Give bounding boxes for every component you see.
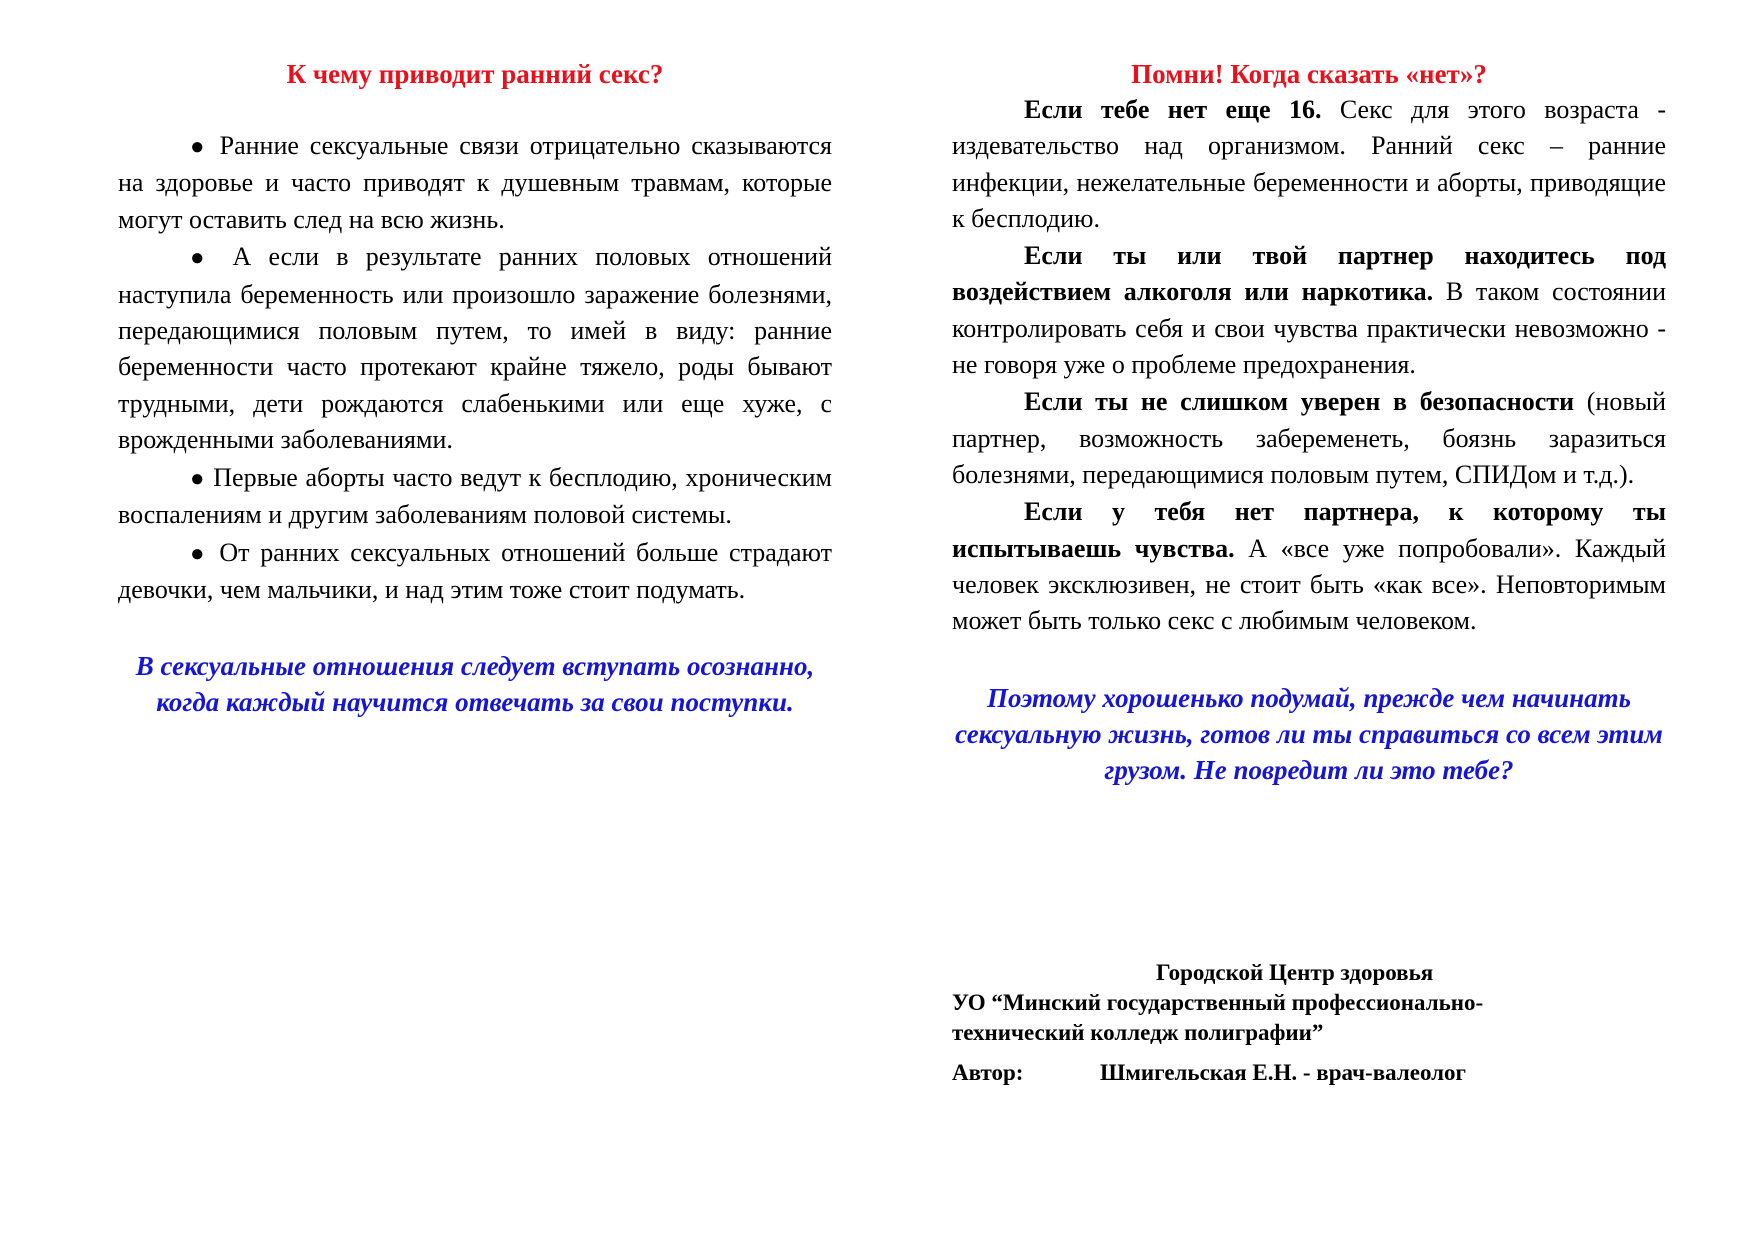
author-name: Шмигельская Е.Н. - врач-валеолог bbox=[1100, 1060, 1466, 1085]
footer-credits bbox=[952, 958, 1672, 1088]
rule-paragraph bbox=[952, 92, 1666, 237]
footer-org-line: УО “Минский государственный профессионально- bbox=[952, 990, 1484, 1015]
rule-text: (новый партнер, возможность забеременеть, боязнь заразиться болезнями, передающимися половым путем, СПИДом и т.д.). bbox=[952, 387, 1666, 489]
bullet-item bbox=[118, 128, 832, 238]
right-heading: Помни! Когда сказать «нет»? bbox=[1131, 59, 1487, 89]
footer-author bbox=[952, 1058, 1672, 1088]
bullet-item bbox=[118, 239, 832, 458]
right-callout: Поэтому хорошенько подумай, прежде чем начинать сексуальную жизнь, готов ли ты справиться со всем этим грузом. Не повредит ли это тебе? bbox=[955, 683, 1663, 786]
bullet-text: Первые аборты часто ведут к бесплодию, хроническим воспалениям и другим заболеваниям половой системы. bbox=[118, 462, 833, 529]
author-label: Автор: bbox=[952, 1060, 1024, 1085]
rule-text: Секс для этого возраста - издевательство над организмом. Ранний секс – ранние инфекции, нежелательные беременности и аборты, приводящие к бесплодию. bbox=[952, 95, 1666, 233]
footer-org-line: технический колледж полиграфии” bbox=[952, 1020, 1324, 1045]
rule-paragraph bbox=[952, 494, 1666, 639]
right-column bbox=[952, 56, 1666, 788]
rule-paragraph bbox=[952, 384, 1666, 493]
rule-lead: Если ты или твой партнер находитесь под воздействием алкоголя или наркотика. bbox=[952, 241, 1666, 307]
bullet-icon: ● bbox=[190, 134, 209, 160]
bullet-text: От ранних сексуальных отношений больше страдают девочки, чем мальчики, и над этим тоже стоит подумать. bbox=[118, 537, 833, 605]
rule-text: А «все уже попробовали». Каждый человек эксклюзивен, не стоит быть «как все». Неповторимым может быть только секс с любимым человеком. bbox=[952, 533, 1666, 636]
left-heading: К чему приводит ранний секс? bbox=[286, 59, 664, 89]
rule-lead: Если у тебя нет партнера, к которому ты испытываешь чувства. bbox=[952, 497, 1666, 563]
bullet-icon: ● bbox=[190, 540, 209, 567]
bullet-text: А если в результате ранних половых отношений наступила беременность или произошло заражение болезнями, передающимися половым путем, то имей в виду: ранние беременности часто протекают крайне тяжело, роды бывают трудными, дети рождаются слабенькими или еще хуже, с врожденными заболеваниями. bbox=[118, 242, 832, 454]
bullet-icon: ● bbox=[190, 245, 216, 272]
left-column bbox=[118, 56, 832, 720]
bullet-icon: ● bbox=[190, 465, 206, 492]
bullet-item bbox=[118, 535, 832, 609]
left-callout: В сексуальные отношения следует вступать осознанно, когда каждый научится отвечать за свои поступки. bbox=[135, 651, 815, 718]
rule-paragraph bbox=[952, 238, 1666, 383]
bullet-text: Ранние сексуальные связи отрицательно сказываются на здоровье и часто приводят к душевным травмам, которые могут оставить след на всю жизнь. bbox=[118, 131, 832, 234]
bullet-item bbox=[118, 460, 832, 534]
rule-text: В таком состоянии контролировать себя и свои чувства практически невозможно - не говоря уже о проблеме предохранения. bbox=[952, 277, 1666, 380]
rule-lead: Если ты не слишком уверен в безопасности bbox=[1024, 387, 1575, 417]
footer-center-name: Городской Центр здоровья bbox=[1156, 960, 1434, 985]
rule-lead: Если тебе нет еще 16. bbox=[1024, 95, 1322, 124]
